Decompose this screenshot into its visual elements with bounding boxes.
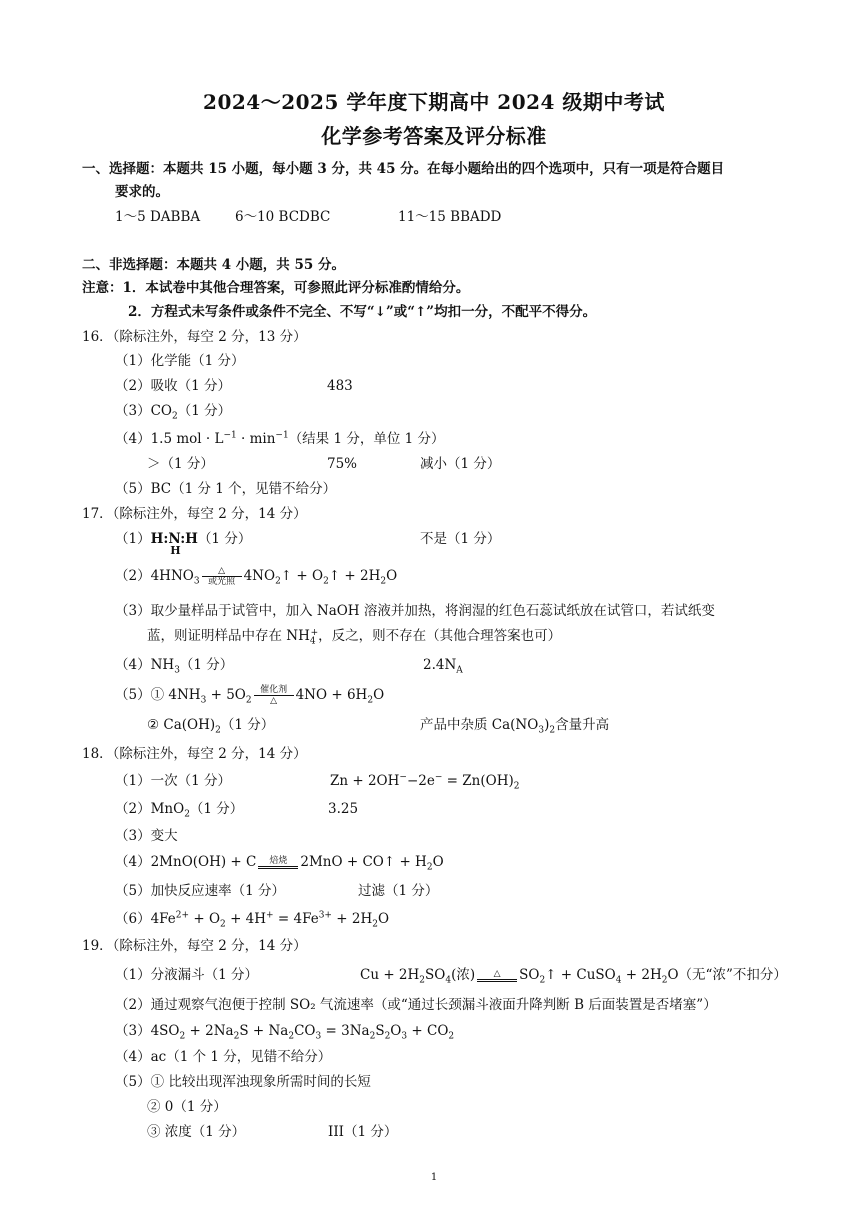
q19-answer-1b: $Cu + 2H_2SO_4$(浓) △ $SO_2↑$ + CuSO$_4$ + $2H_2O$（无“浓”不扣分） xyxy=(360,967,787,986)
reaction-condition: $\frac{\triangle}{\text{或光照}}$ xyxy=(202,566,242,587)
q16-answer-3: $(3)CO_2(1$ 分） xyxy=(115,403,232,422)
mcq-answers-11-15: 11～15 BBADD xyxy=(398,209,502,225)
q18-heading: 18．（除标注外，每空 2 分，14 分） xyxy=(82,746,307,762)
q18-answer-4: （4）2MnO(OH) + C 焙烧 2MnO + CO↑ + $H_2O$ xyxy=(115,854,444,873)
q19-answer-5: （5）① 比较出现浑浊现象所需时间的长短 xyxy=(115,1074,371,1090)
q16-answer-4d: 减小（1 分） xyxy=(420,456,501,472)
exam-subtitle: 化学参考答案及评分标准 xyxy=(321,124,547,148)
q18-answer-1b: $Zn + 2OH^--2e^- = Zn(OH)_2$ xyxy=(330,772,520,792)
note-2: 2．方程式未写条件或条件不完全、不写“↓”或“↑”均扣一分，不配平不得分。 xyxy=(128,304,597,320)
electron-formula-nh3: H:N:H xyxy=(150,531,198,547)
mcq-answers-6-10: 6～10 BCDBC xyxy=(235,209,331,225)
q18-answer-6: $(6)4Fe^{2+} + O_2 + 4H^+ = 4Fe^{3+} + 2H_2O$ xyxy=(115,910,390,930)
reaction-condition: $\frac{\text{催化剂}}{\triangle}$ xyxy=(254,685,294,706)
q19-answer-5d: III（1 分） xyxy=(328,1124,398,1140)
q19-answer-3: $(3)4SO_2 + 2Na_2S + Na_2CO_3 = 3Na_2S_2O_3 + CO_2$ xyxy=(115,1023,455,1042)
q18-answer-5: （5）加快反应速率（1 分） xyxy=(115,883,285,899)
q17-heading: 17．（除标注外，每空 2 分，14 分） xyxy=(82,506,307,522)
q17-answer-4b: $2.4N_A$ xyxy=(423,657,463,676)
reaction-condition: △ xyxy=(477,969,517,982)
part1-heading: 一、选择题：本题共 15 小题，每小题 3 分，共 45 分。在每小题给出的四个选项中，只有一项是符合题目 xyxy=(82,161,725,177)
q18-answer-3: （3）变大 xyxy=(115,828,178,844)
q16-answer-4c: 75% xyxy=(327,456,358,472)
q19-answer-1: （1）分液漏斗（1 分） xyxy=(115,967,258,983)
q17-answer-3-line1: （3）取少量样品于试管中，加入 NaOH 溶液并加热，将润湿的红色石蕊试纸放在试管口，若试纸变 xyxy=(115,603,715,619)
q19-answer-5c: ③ 浓度（1 分） xyxy=(147,1124,246,1140)
q18-answer-2b: 3.25 xyxy=(328,801,359,817)
q19-heading: 19．（除标注外，每空 2 分，14 分） xyxy=(82,938,307,954)
q19-answer-2: （2）通过观察气泡便于控制 SO₂ 气流速率（或“通过长颈漏斗液面升降判断 B 后面装置是否堵塞”） xyxy=(115,997,717,1013)
q18-answer-1: （1）一次（1 分） xyxy=(115,773,231,789)
q16-answer-4: （4）1.5 mol · $L^{-1} \cdot \min^{-1}$（结果 1 分，单位 1 分） xyxy=(115,430,445,447)
q16-answer-2b: 483 xyxy=(327,378,353,394)
q16-answer-1: （1）化学能（1 分） xyxy=(115,353,245,369)
part1-heading-cont: 要求的。 xyxy=(115,184,169,200)
q16-answer-2: （2）吸收（1 分） xyxy=(115,378,231,394)
part2-heading: 二、非选择题：本题共 4 小题，共 55 分。 xyxy=(82,257,345,273)
q16-answer-5: （5）BC（1 分 1 个，见错不给分） xyxy=(115,481,337,497)
q16-heading: 16．（除标注外，每空 2 分，13 分） xyxy=(82,329,307,345)
q18-answer-5b: 过滤（1 分） xyxy=(358,883,439,899)
q17-answer-5c: 产品中杂质 $Ca(NO_3)_2$含量升高 xyxy=(420,717,610,736)
page-number: 1 xyxy=(430,1172,438,1183)
exam-title: 2024～2025 学年度下期高中 2024 级期中考试 xyxy=(203,90,665,114)
q19-answer-5b: ② 0（1 分） xyxy=(147,1099,227,1115)
q17-answer-4: $(4)NH_3(1$ 分） xyxy=(115,657,234,676)
q16-answer-4b: ＞（1 分） xyxy=(147,456,214,472)
mcq-answers-1-5: 1～5 DABBA xyxy=(115,209,201,225)
q19-answer-4: （4）ac（1 个 1 分，见错不给分） xyxy=(115,1049,332,1065)
q17-answer-1b: 不是（1 分） xyxy=(420,531,501,547)
reaction-condition: 焙烧 xyxy=(258,856,298,869)
q17-answer-1: （1）H:N:H H （1 分） xyxy=(115,531,252,557)
note-1: 注意：1．本试卷中其他合理答案，可参照此评分标准酌情给分。 xyxy=(82,280,470,296)
q17-answer-2: $(2)4HNO_3$ $\frac{\triangle}{\text{或光照}}$ $4NO_2↑$ + $O_2↑ + 2H_2O$ xyxy=(115,566,398,587)
q17-answer-5b: ② $Ca(OH)_2(1$ 分） xyxy=(147,717,275,736)
q18-answer-2: （2）MnO$_2$（1 分） xyxy=(115,801,244,820)
q17-answer-5: （5）① $4NH_3 + 5O_2$ $\frac{\text{催化剂}}{\triangle}$ $4NO + 6H_2O$ xyxy=(115,685,385,706)
q17-answer-3-line2: 蓝，则证明样品中存在 $NH_4^+$，反之，则不存在（其他合理答案也可） xyxy=(147,627,562,647)
